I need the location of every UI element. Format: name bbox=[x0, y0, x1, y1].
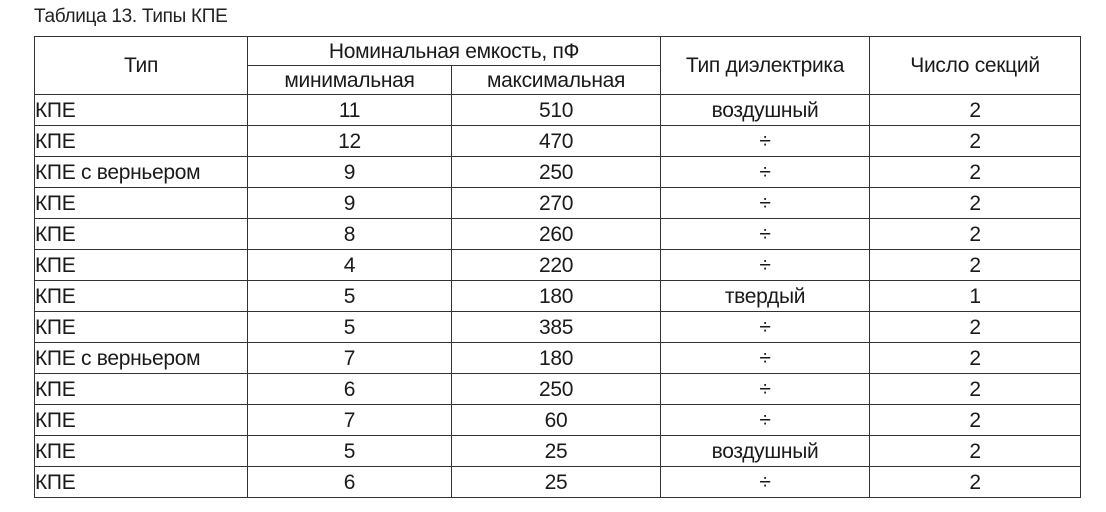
cell-sections: 2 bbox=[870, 95, 1081, 126]
header-sections: Число секций bbox=[870, 37, 1081, 95]
table-row bbox=[35, 374, 1081, 405]
cell-type: КПЕ bbox=[35, 95, 248, 126]
cell-min-capacity: 5 bbox=[248, 436, 452, 467]
capacitor-types-table bbox=[34, 36, 1081, 498]
cell-sections: 1 bbox=[870, 281, 1081, 312]
cell-type: КПЕ bbox=[35, 436, 248, 467]
cell-min-capacity: 6 bbox=[248, 374, 452, 405]
cell-sections: 2 bbox=[870, 188, 1081, 219]
table-row bbox=[35, 405, 1081, 436]
cell-min-capacity: 7 bbox=[248, 405, 452, 436]
cell-type: КПЕ bbox=[35, 126, 248, 157]
cell-max-capacity: 180 bbox=[452, 343, 661, 374]
table-row bbox=[35, 95, 1081, 126]
cell-type: КПЕ bbox=[35, 281, 248, 312]
cell-max-capacity: 270 bbox=[452, 188, 661, 219]
cell-sections: 2 bbox=[870, 374, 1081, 405]
cell-sections: 2 bbox=[870, 126, 1081, 157]
cell-min-capacity: 11 bbox=[248, 95, 452, 126]
cell-dielectric: ÷ bbox=[661, 219, 870, 250]
cell-min-capacity: 5 bbox=[248, 312, 452, 343]
table-row bbox=[35, 467, 1081, 498]
cell-min-capacity: 9 bbox=[248, 157, 452, 188]
cell-dielectric: воздушный bbox=[661, 95, 870, 126]
cell-max-capacity: 250 bbox=[452, 157, 661, 188]
cell-min-capacity: 7 bbox=[248, 343, 452, 374]
table-row bbox=[35, 343, 1081, 374]
cell-min-capacity: 5 bbox=[248, 281, 452, 312]
cell-dielectric: воздушный bbox=[661, 436, 870, 467]
table-row bbox=[35, 188, 1081, 219]
table-row bbox=[35, 312, 1081, 343]
cell-dielectric: твердый bbox=[661, 281, 870, 312]
cell-type: КПЕ bbox=[35, 467, 248, 498]
cell-min-capacity: 6 bbox=[248, 467, 452, 498]
table-row bbox=[35, 219, 1081, 250]
cell-sections: 2 bbox=[870, 436, 1081, 467]
cell-type: КПЕ с верньером bbox=[35, 343, 248, 374]
cell-dielectric: ÷ bbox=[661, 405, 870, 436]
cell-max-capacity: 250 bbox=[452, 374, 661, 405]
table-row bbox=[35, 157, 1081, 188]
cell-type: КПЕ bbox=[35, 188, 248, 219]
table-row bbox=[35, 250, 1081, 281]
cell-type: КПЕ bbox=[35, 374, 248, 405]
cell-max-capacity: 180 bbox=[452, 281, 661, 312]
header-max: максимальная bbox=[452, 66, 661, 95]
cell-min-capacity: 9 bbox=[248, 188, 452, 219]
table-header bbox=[35, 37, 1081, 95]
header-capacity: Номинальная емкость, пФ bbox=[248, 37, 661, 66]
cell-type: КПЕ bbox=[35, 250, 248, 281]
cell-max-capacity: 25 bbox=[452, 467, 661, 498]
header-type: Тип bbox=[35, 37, 248, 95]
table-caption: Таблица 13. Типы КПЕ bbox=[34, 6, 228, 27]
cell-type: КПЕ bbox=[35, 312, 248, 343]
cell-sections: 2 bbox=[870, 343, 1081, 374]
cell-sections: 2 bbox=[870, 312, 1081, 343]
cell-min-capacity: 4 bbox=[248, 250, 452, 281]
cell-dielectric: ÷ bbox=[661, 374, 870, 405]
cell-dielectric: ÷ bbox=[661, 250, 870, 281]
cell-max-capacity: 220 bbox=[452, 250, 661, 281]
cell-min-capacity: 8 bbox=[248, 219, 452, 250]
cell-sections: 2 bbox=[870, 405, 1081, 436]
table-row bbox=[35, 436, 1081, 467]
cell-max-capacity: 510 bbox=[452, 95, 661, 126]
cell-type: КПЕ с верньером bbox=[35, 157, 248, 188]
cell-max-capacity: 260 bbox=[452, 219, 661, 250]
cell-dielectric: ÷ bbox=[661, 188, 870, 219]
cell-max-capacity: 60 bbox=[452, 405, 661, 436]
cell-type: КПЕ bbox=[35, 405, 248, 436]
cell-sections: 2 bbox=[870, 467, 1081, 498]
header-min: минимальная bbox=[248, 66, 452, 95]
cell-min-capacity: 12 bbox=[248, 126, 452, 157]
cell-max-capacity: 470 bbox=[452, 126, 661, 157]
cell-max-capacity: 385 bbox=[452, 312, 661, 343]
table-body bbox=[35, 95, 1081, 498]
table-row bbox=[35, 126, 1081, 157]
cell-sections: 2 bbox=[870, 219, 1081, 250]
cell-dielectric: ÷ bbox=[661, 157, 870, 188]
cell-sections: 2 bbox=[870, 157, 1081, 188]
header-dielectric: Тип диэлектрика bbox=[661, 37, 870, 95]
cell-sections: 2 bbox=[870, 250, 1081, 281]
cell-dielectric: ÷ bbox=[661, 312, 870, 343]
cell-dielectric: ÷ bbox=[661, 343, 870, 374]
cell-dielectric: ÷ bbox=[661, 467, 870, 498]
table-row bbox=[35, 281, 1081, 312]
cell-dielectric: ÷ bbox=[661, 126, 870, 157]
cell-max-capacity: 25 bbox=[452, 436, 661, 467]
cell-type: КПЕ bbox=[35, 219, 248, 250]
